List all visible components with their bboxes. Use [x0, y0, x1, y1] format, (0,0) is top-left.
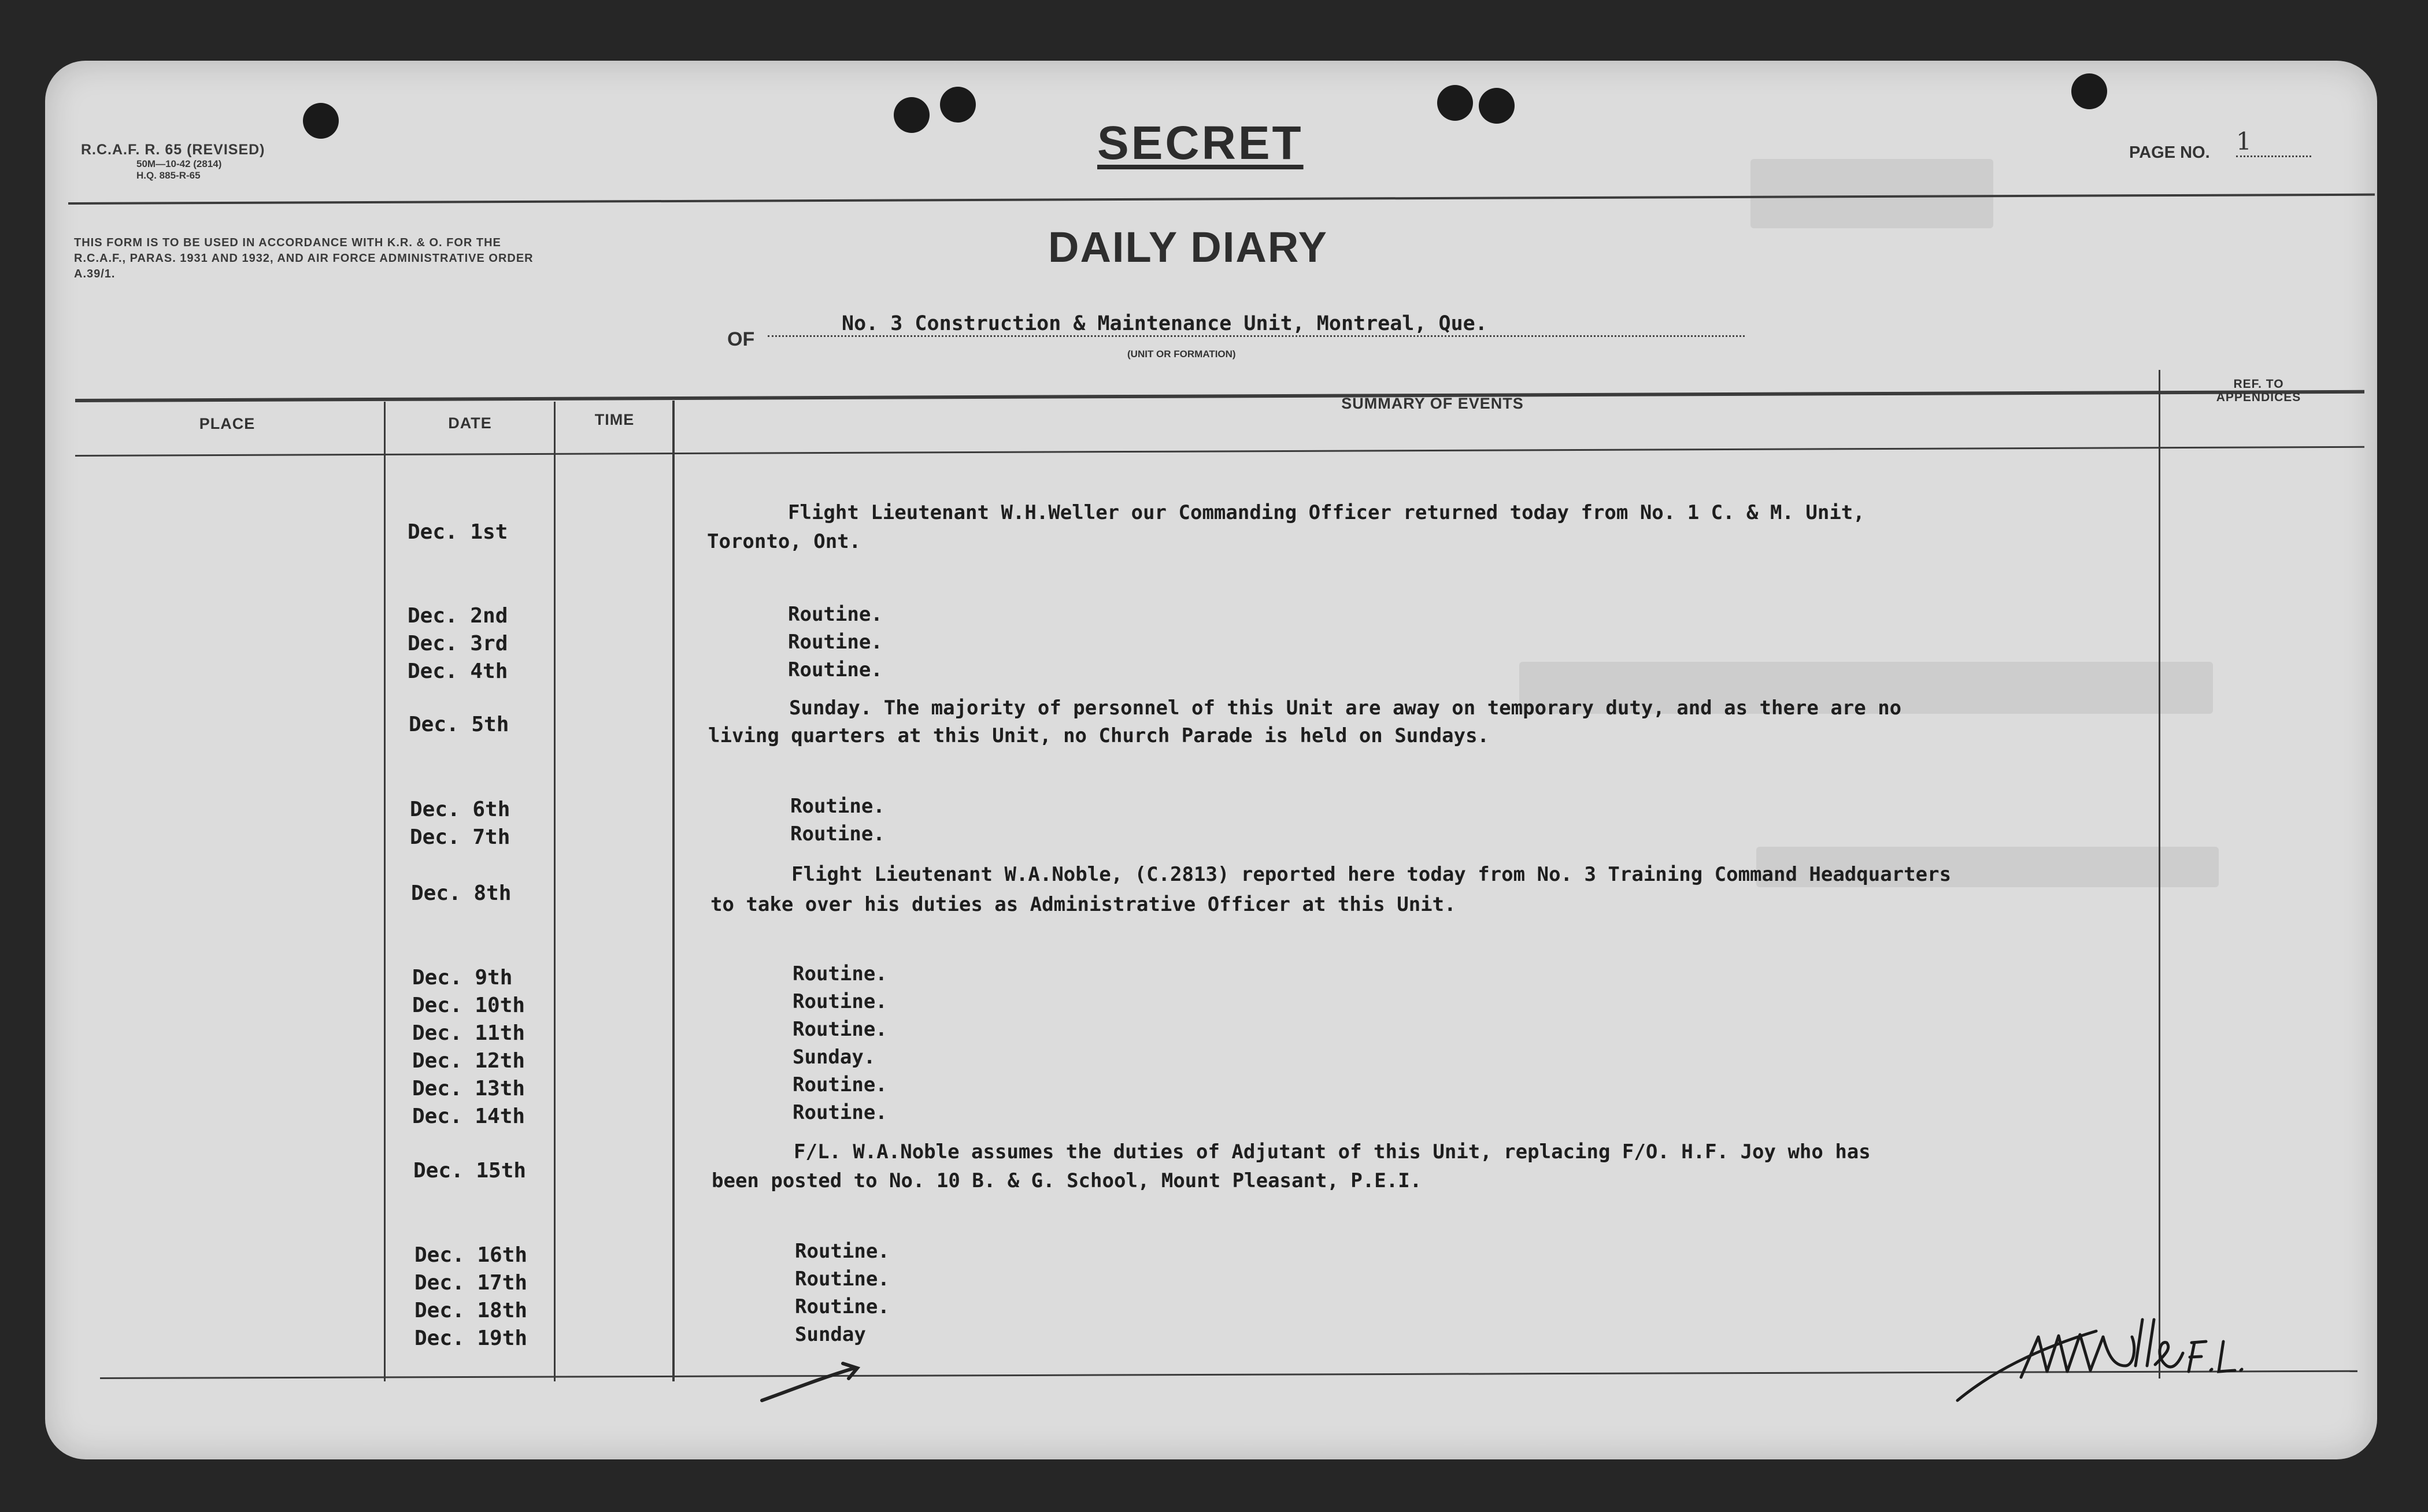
column-header-place: PLACE	[199, 415, 256, 432]
unit-name: No. 3 Construction & Maintenance Unit, Montreal, Que.	[768, 312, 1745, 337]
diary-form-sheet	[45, 61, 2377, 1459]
column-divider	[672, 401, 675, 1381]
entry-text: Routine.	[793, 1101, 887, 1124]
entry-text: Routine.	[795, 1240, 890, 1263]
entry-text: been posted to No. 10 B. & G. School, Mount Pleasant, P.E.I.	[712, 1169, 1422, 1192]
entry-date: Dec. 2nd	[408, 604, 508, 628]
form-code-line: 50M—10-42 (2814)	[136, 158, 222, 169]
form-code-line: H.Q. 885-R-65	[136, 170, 201, 181]
form-instructions: THIS FORM IS TO BE USED IN ACCORDANCE WITH K.R. & O. FOR THE R.C.A.F., PARAS. 1931 AND 1932, AND AIR FORCE ADMINISTRATIVE ORDER A.39/1.	[74, 236, 534, 280]
entry-date: Dec. 13th	[412, 1077, 525, 1100]
entry-text: Routine.	[793, 1018, 887, 1041]
entry-text: Routine.	[793, 990, 887, 1013]
entry-text: Routine.	[788, 603, 883, 626]
column-header-date: DATE	[448, 414, 492, 432]
entry-date: Dec. 11th	[412, 1021, 525, 1045]
entry-date: Dec. 6th	[410, 798, 510, 821]
column-divider	[2159, 370, 2160, 1378]
column-divider	[384, 402, 386, 1381]
entry-date: Dec. 3rd	[408, 632, 508, 655]
column-header-time: TIME	[594, 411, 635, 428]
entry-text: Sunday.	[793, 1046, 876, 1069]
bleed-through	[1750, 159, 1993, 228]
page-number: 1	[2236, 127, 2311, 157]
entry-text: Routine.	[788, 631, 883, 654]
unit-caption: (UNIT OR FORMATION)	[1127, 349, 1236, 360]
entry-date: Dec. 7th	[410, 825, 510, 849]
entry-date: Dec. 14th	[412, 1105, 525, 1128]
page-number-label: PAGE NO.	[2129, 143, 2210, 162]
ref-header-line: REF. TO	[2233, 377, 2284, 391]
classification-stamp: SECRET	[1097, 117, 1304, 169]
signature	[1952, 1285, 2275, 1412]
entry-text: Toronto, Ont.	[707, 530, 861, 553]
entry-text: Routine.	[793, 962, 887, 985]
punch-hole	[1479, 88, 1515, 124]
column-header-ref-appendices	[2163, 377, 2354, 404]
entry-date: Dec. 17th	[414, 1271, 528, 1295]
punch-hole	[1437, 85, 1473, 121]
entry-text: Routine.	[790, 795, 885, 818]
entry-text: Routine.	[793, 1073, 887, 1096]
entry-text: Flight Lieutenant W.A.Noble, (C.2813) reported here today from No. 3 Training Command Headquarters	[791, 863, 1952, 886]
punch-hole	[303, 103, 339, 139]
entry-date: Dec. 1st	[408, 520, 508, 544]
entry-text: to take over his duties as Administrative Officer at this Unit.	[710, 893, 1456, 916]
of-label: OF	[727, 328, 755, 350]
form-code-line: R.C.A.F. R. 65 (REVISED)	[81, 142, 265, 158]
pen-mark	[756, 1355, 883, 1407]
entry-text: Routine.	[788, 658, 883, 681]
form-code	[81, 142, 265, 181]
entry-date: Dec. 16th	[414, 1243, 528, 1267]
column-divider	[554, 402, 556, 1381]
column-header-summary: SUMMARY OF EVENTS	[1341, 395, 1524, 412]
entry-date: Dec. 5th	[409, 713, 509, 736]
entry-text: Flight Lieutenant W.H.Weller our Commanding Officer returned today from No. 1 C. & M. Unit,	[788, 501, 1865, 524]
table-header-rule	[75, 446, 2364, 457]
header-rule	[68, 194, 2375, 205]
entry-date: Dec. 18th	[414, 1299, 528, 1322]
page-title: DAILY DIARY	[1048, 223, 1328, 271]
punch-hole	[2071, 73, 2107, 109]
ref-header-line: APPENDICES	[2216, 391, 2301, 404]
entry-text: living quarters at this Unit, no Church Parade is held on Sundays.	[708, 724, 1490, 747]
entry-text: Routine.	[795, 1268, 890, 1291]
entry-date: Dec. 9th	[412, 966, 513, 990]
entry-text: Routine.	[790, 822, 885, 846]
entry-text: Sunday. The majority of personnel of this Unit are away on temporary duty, and as there are no	[789, 696, 1902, 720]
entry-date: Dec. 12th	[412, 1049, 525, 1073]
punch-hole	[894, 97, 930, 133]
entry-date: Dec. 8th	[411, 881, 512, 905]
entry-date: Dec. 4th	[408, 659, 508, 683]
entry-date: Dec. 10th	[412, 994, 525, 1017]
entry-text: Routine.	[795, 1295, 890, 1318]
punch-hole	[940, 87, 976, 123]
entry-date: Dec. 19th	[414, 1326, 528, 1350]
entry-text: F/L. W.A.Noble assumes the duties of Adjutant of this Unit, replacing F/O. H.F. Joy who has	[794, 1140, 1871, 1163]
entry-date: Dec. 15th	[413, 1159, 527, 1183]
entry-text: Sunday	[795, 1323, 866, 1346]
